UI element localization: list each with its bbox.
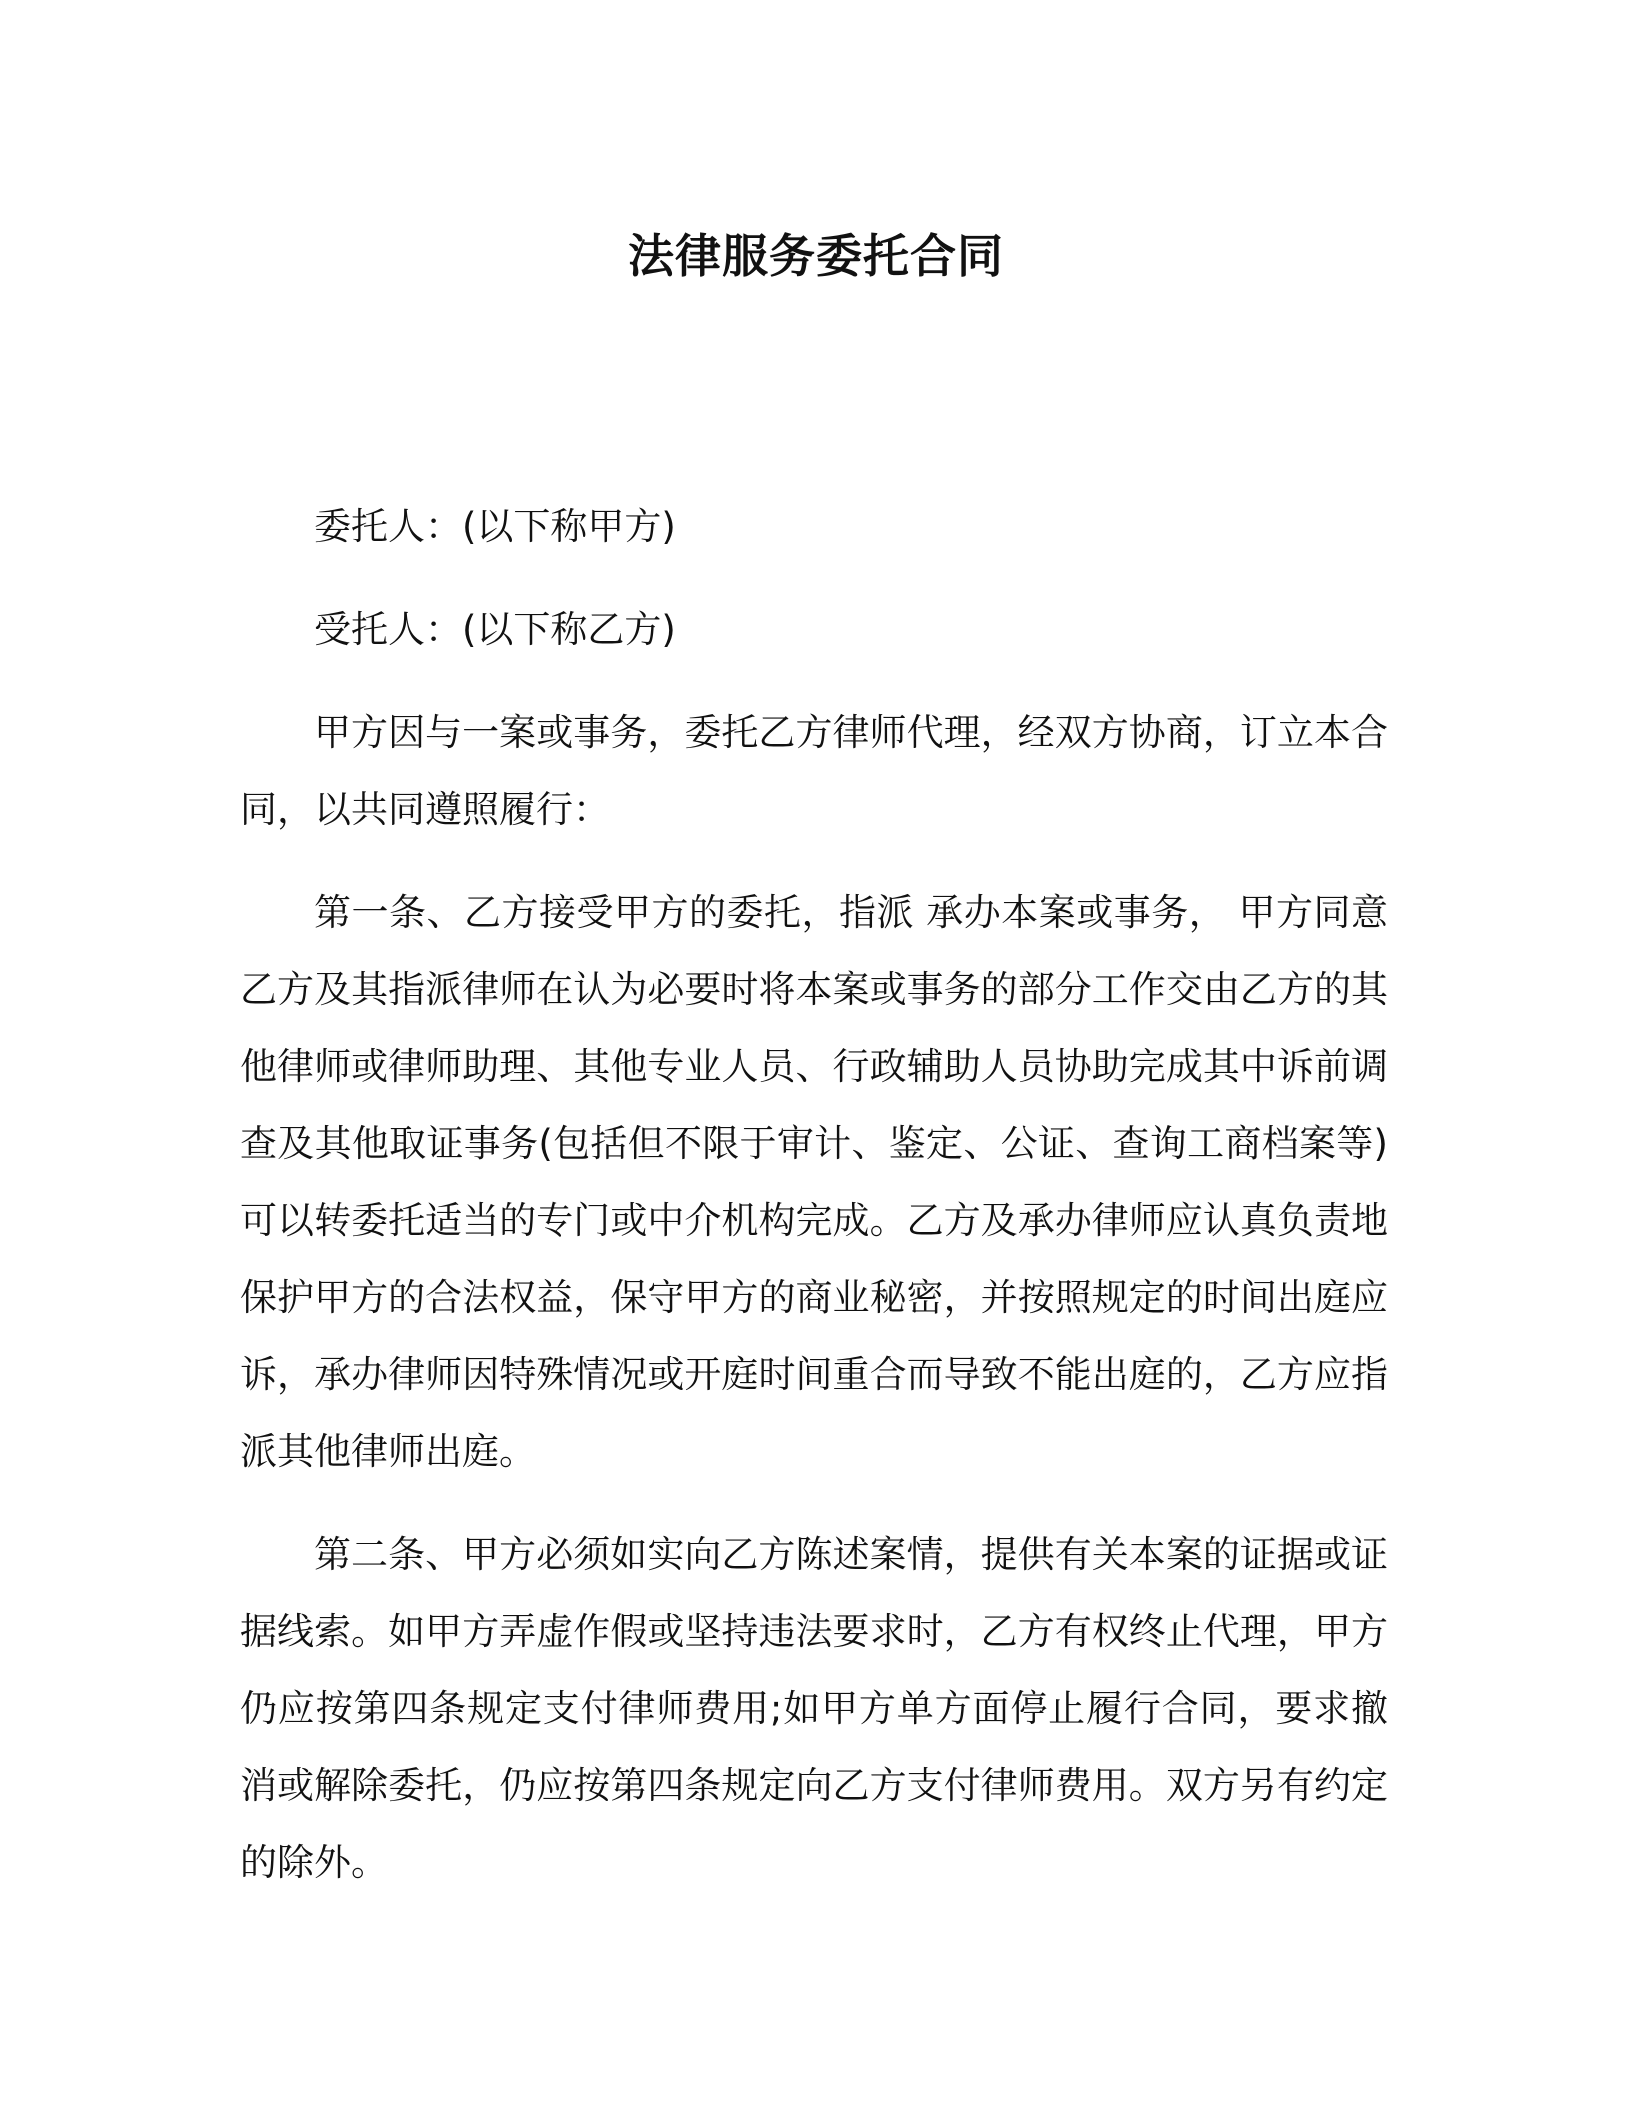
document-title: 法律服务委托合同 xyxy=(628,229,1004,283)
agent-line: 受托人：(以下称乙方) xyxy=(314,608,676,651)
client-line: 委托人：(以下称甲方) xyxy=(314,505,676,548)
clause-2-paragraph: 第二条、甲方必须如实向乙方陈述案情，提供有关本案的证据或证据线索。如甲方弄虚作假或坚持违法要求时，乙方有权终止代理，甲方仍应按第四条规定支付律师费用;如甲方单方面停止履行合同，要求撤消或解除委托，仍应按第四条规定向乙方支付律师费用。双方另有约定的除外。 xyxy=(240,1533,1388,1884)
preamble-paragraph: 甲方因与一案或事务，委托乙方律师代理，经双方协商，订立本合同，以共同遵照履行： xyxy=(240,711,1388,831)
clause-1-paragraph: 第一条、乙方接受甲方的委托，指派 承办本案或事务， 甲方同意乙方及其指派律师在认为必要时将本案或事务的部分工作交由乙方的其他律师或律师助理、其他专业人员、行政辅助人员协助完成其中诉前调查及其他取证事务(包括但不限于审计、鉴定、公证、查询工商档案等)可以转委托适当的专门或中介机构完成。乙方及承办律师应认真负责地保护甲方的合法权益，保守甲方的商业秘密，并按照规定的时间出庭应诉，承办律师因特殊情况或开庭时间重合而导致不能出庭的，乙方应指派其他律师出庭。 xyxy=(240,891,1388,1473)
document-body xyxy=(240,488,1388,1927)
